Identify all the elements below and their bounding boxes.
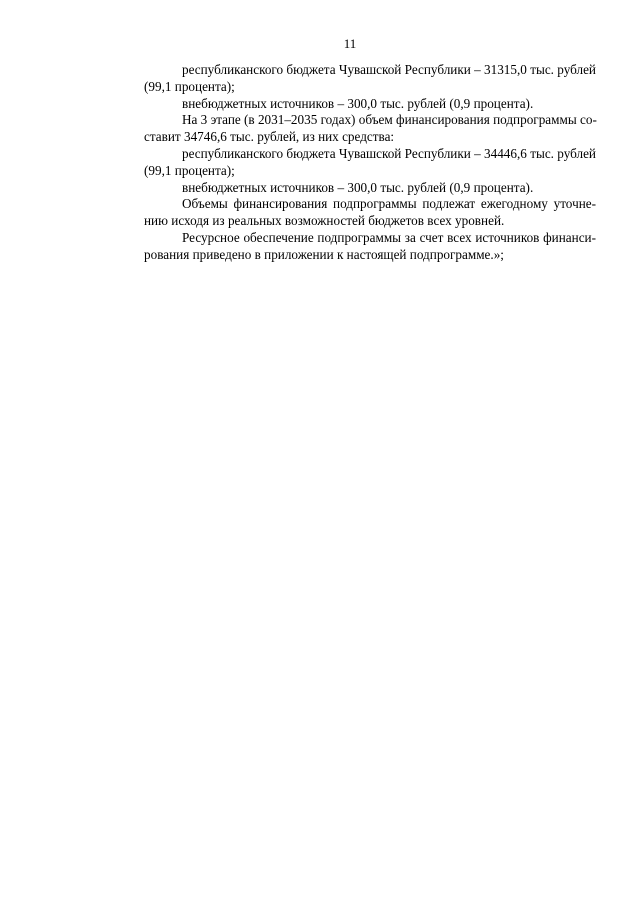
text-line: ставит 34746,6 тыс. рублей, из них средства: <box>144 129 395 145</box>
page-number: 11 <box>343 36 357 51</box>
paragraph-annual-refinement <box>106 196 596 230</box>
paragraph-extrabudget-stage3 <box>106 180 596 197</box>
paragraph-stage3-total <box>106 112 596 146</box>
paragraph-republic-budget-stage3 <box>106 146 596 180</box>
text-line: республиканского бюджета Чувашской Республики – 34446,6 тыс. рублей <box>182 145 596 161</box>
paragraph-extrabudget-stage2 <box>106 96 596 113</box>
document-body <box>106 62 596 264</box>
text-line: внебюджетных источников – 300,0 тыс. рублей (0,9 процента). <box>182 95 534 111</box>
text-line: нию исходя из реальных возможностей бюджетов всех уровней. <box>144 213 505 229</box>
text-line: рования приведено в приложении к настоящей подпрограмме.»; <box>144 246 504 262</box>
paragraph-republic-budget-stage2 <box>106 62 596 96</box>
text-line: (99,1 процента); <box>144 162 235 178</box>
text-line: На 3 этапе (в 2031–2035 годах) объем финансирования подпрограммы со- <box>182 112 597 128</box>
paragraph-resource-provision <box>106 230 596 264</box>
text-line: Объемы финансирования подпрограммы подлежат ежегодному уточне- <box>182 196 596 212</box>
text-line: Ресурсное обеспечение подпрограммы за счет всех источников финанси- <box>182 229 596 245</box>
text-line: республиканского бюджета Чувашской Республики – 31315,0 тыс. рублей <box>182 62 596 77</box>
text-line: внебюджетных источников – 300,0 тыс. рублей (0,9 процента). <box>182 179 534 195</box>
text-line: (99,1 процента); <box>144 78 235 94</box>
